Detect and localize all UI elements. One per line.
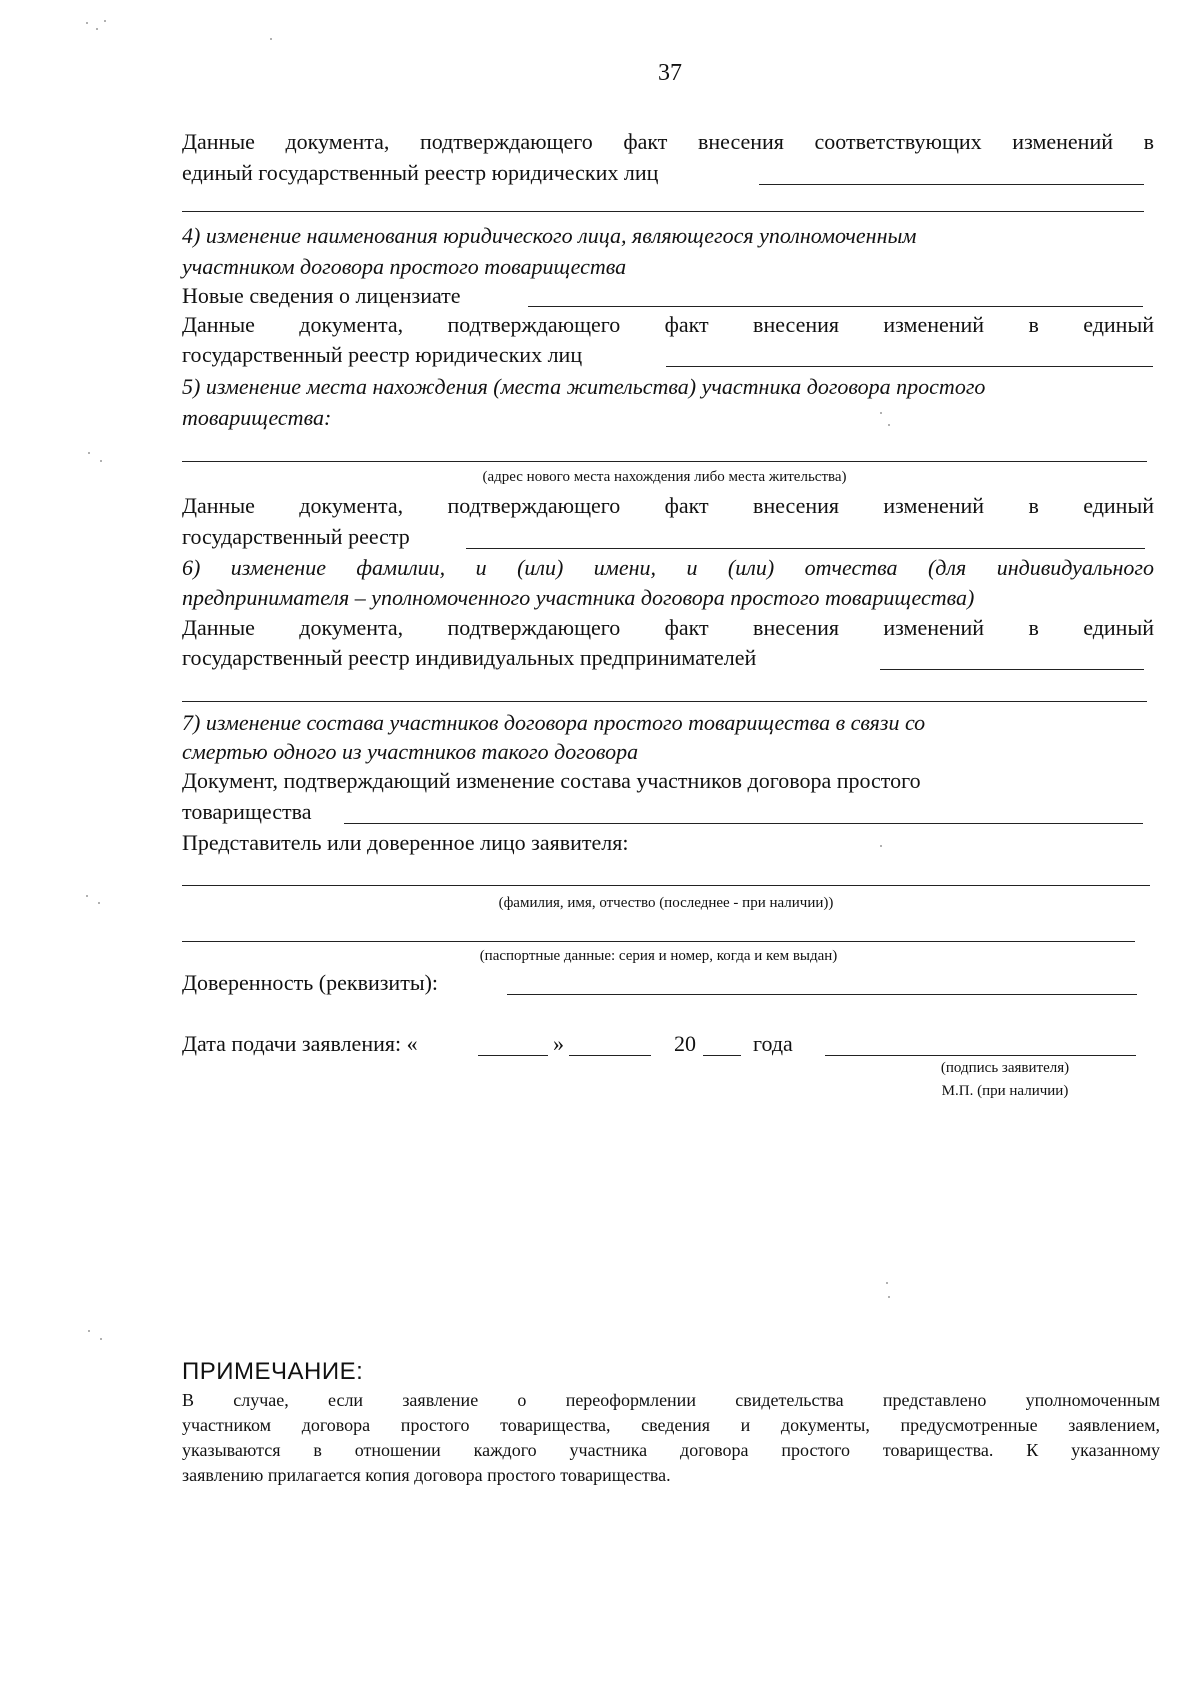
fill-line (759, 184, 1144, 185)
fill-line (528, 306, 1143, 307)
scan-speck (100, 460, 102, 462)
fio-caption: (фамилия, имя, отчество (последнее - при наличии)) (498, 895, 834, 911)
form-line: Доверенность (реквизиты): (182, 970, 439, 995)
form-line: товарищества (182, 799, 312, 824)
note-line: указываются в отношении каждого участника договора простого товарищества. К указанному (182, 1440, 1160, 1460)
page-number: 37 (658, 60, 682, 86)
form-line: Представитель или доверенное лицо заявителя: (182, 830, 629, 855)
fill-line (666, 366, 1153, 367)
section-6-heading: 6) изменение фамилии, и (или) имени, и (или) отчества (для индивидуального (182, 555, 1154, 580)
scan-speck (888, 1296, 890, 1298)
section-4-heading: 4) изменение наименования юридического лица, являющегося уполномоченным (182, 223, 917, 248)
address-caption: (адрес нового места нахождения либо места жительства) (482, 469, 847, 485)
date-suffix: года (753, 1031, 793, 1056)
scan-speck (270, 38, 272, 40)
form-line: Новые сведения о лицензиате (182, 283, 461, 308)
fill-line (182, 701, 1147, 702)
date-label: Дата подачи заявления: « (182, 1031, 418, 1056)
scan-speck (100, 1338, 102, 1340)
passport-caption: (паспортные данные: серия и номер, когда и кем выдан) (479, 948, 838, 964)
section-5-heading: 5) изменение места нахождения (места жительства) участника договора простого (182, 374, 986, 399)
signature-caption: (подпись заявителя) (940, 1060, 1070, 1076)
note-line: участником договора простого товарищества, сведения и документы, предусмотренные заявлением, (182, 1415, 1160, 1435)
day-fill-line (478, 1055, 548, 1056)
scan-speck (88, 1330, 90, 1332)
scan-speck (886, 1282, 888, 1284)
note-title: ПРИМЕЧАНИЕ: (182, 1358, 364, 1385)
scan-speck (880, 412, 882, 414)
stamp-caption: М.П. (при наличии) (941, 1083, 1069, 1099)
section-7-heading-cont: смертью одного из участников такого договора (182, 739, 639, 764)
scan-speck (104, 20, 106, 22)
form-line: единый государственный реестр юридических лиц (182, 160, 659, 185)
month-fill-line (569, 1055, 651, 1056)
section-6-heading-cont: предпринимателя – уполномоченного участника договора простого товарищества) (182, 585, 975, 610)
form-line: государственный реестр индивидуальных предпринимателей (182, 645, 757, 670)
fill-line (344, 823, 1143, 824)
fill-line (182, 461, 1147, 462)
section-5-heading-cont: товарищества: (182, 405, 332, 430)
scan-speck (96, 28, 98, 30)
date-year: 20 (674, 1031, 696, 1056)
fill-line (182, 941, 1135, 942)
form-line: Документ, подтверждающий изменение состава участников договора простого (182, 768, 921, 793)
signature-fill-line (825, 1055, 1136, 1056)
form-line: государственный реестр (182, 524, 410, 549)
fill-line (182, 885, 1150, 886)
fill-line (880, 669, 1144, 670)
form-line: Данные документа, подтверждающего факт внесения изменений в единый (182, 312, 1154, 337)
fill-line (182, 211, 1144, 212)
fill-line (507, 994, 1137, 995)
form-line: Данные документа, подтверждающего факт внесения изменений в единый (182, 615, 1154, 640)
scan-speck (86, 895, 88, 897)
scan-speck (98, 902, 100, 904)
form-line: государственный реестр юридических лиц (182, 342, 583, 367)
date-mid: » (553, 1031, 564, 1056)
year-fill-line (703, 1055, 741, 1056)
note-line: В случае, если заявление о переоформлении свидетельства представлено уполномоченным (182, 1390, 1160, 1410)
form-line: Данные документа, подтверждающего факт внесения соответствующих изменений в (182, 129, 1154, 154)
scan-speck (86, 22, 88, 24)
section-4-heading-cont: участником договора простого товарищества (182, 254, 627, 279)
section-7-heading: 7) изменение состава участников договора простого товарищества в связи со (182, 710, 926, 735)
scan-speck (88, 452, 90, 454)
form-line: Данные документа, подтверждающего факт внесения изменений в единый (182, 493, 1154, 518)
fill-line (466, 548, 1145, 549)
scan-speck (880, 845, 882, 847)
note-line: заявлению прилагается копия договора простого товарищества. (182, 1465, 671, 1485)
scan-speck (888, 424, 890, 426)
